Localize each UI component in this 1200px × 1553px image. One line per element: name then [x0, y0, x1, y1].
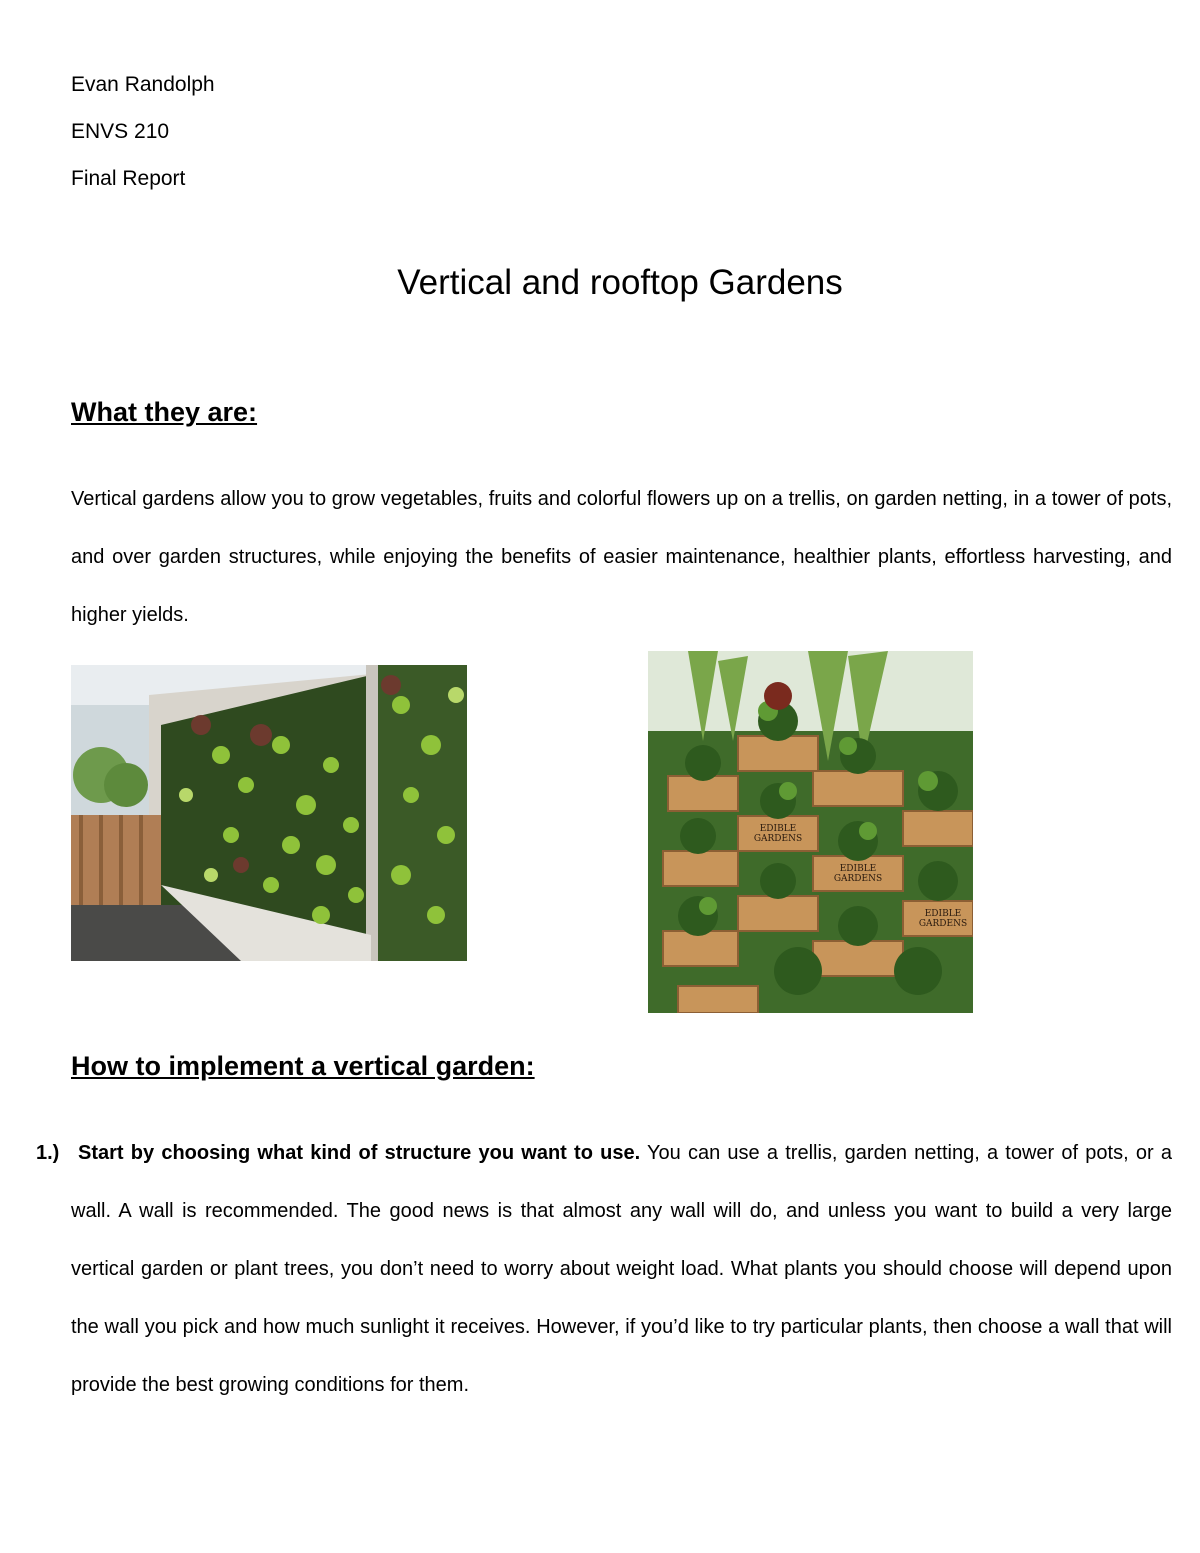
crate-label-line1: EDIBLE — [839, 864, 877, 874]
document-title: Vertical and rooftop Gardens — [397, 263, 843, 302]
living-wall-photo — [71, 665, 467, 961]
section-heading-what: What they are: — [71, 397, 258, 427]
list-item-number: 1.) — [36, 1142, 60, 1164]
course-code: ENVS 210 — [71, 120, 170, 143]
crate-label-line2: GARDENS — [918, 919, 968, 929]
document-type: Final Report — [71, 167, 186, 190]
crate-garden-photo — [648, 651, 973, 1013]
crate-label-line2: GARDENS — [753, 834, 803, 844]
step-body-text: You can use a trellis, garden netting, a tower of pots, or a wall. A wall is recommended. The good news is that almost any wall will do, and unless you want to build a very large vertical garden or plant trees, you don’t need to worry about weight load. What plants you should choose will depend upon the wall you pick and how much sunlight it receives. However, if you’d like to try particular plants, then choose a wall that will provide the best growing conditions for them. — [71, 1142, 1172, 1396]
section-body-what: Vertical gardens allow you to grow vegetables, fruits and colorful flowers up on a trellis, on garden netting, in a tower of pots, and over garden structures, while enjoying the benefits of easier maintenance, healthier plants, effortless harvesting, and higher yields. — [71, 488, 1172, 626]
crate-label-line2: GARDENS — [833, 874, 883, 884]
step-lead-text: Start by choosing what kind of structure you want to use. — [78, 1142, 641, 1164]
list-item-step-1 — [71, 1124, 1172, 1414]
crate-label-line1: EDIBLE — [924, 909, 962, 919]
crate-label-line1: EDIBLE — [759, 824, 797, 834]
author-name: Evan Randolph — [71, 73, 215, 96]
section-heading-how: How to implement a vertical garden: — [71, 1051, 535, 1081]
